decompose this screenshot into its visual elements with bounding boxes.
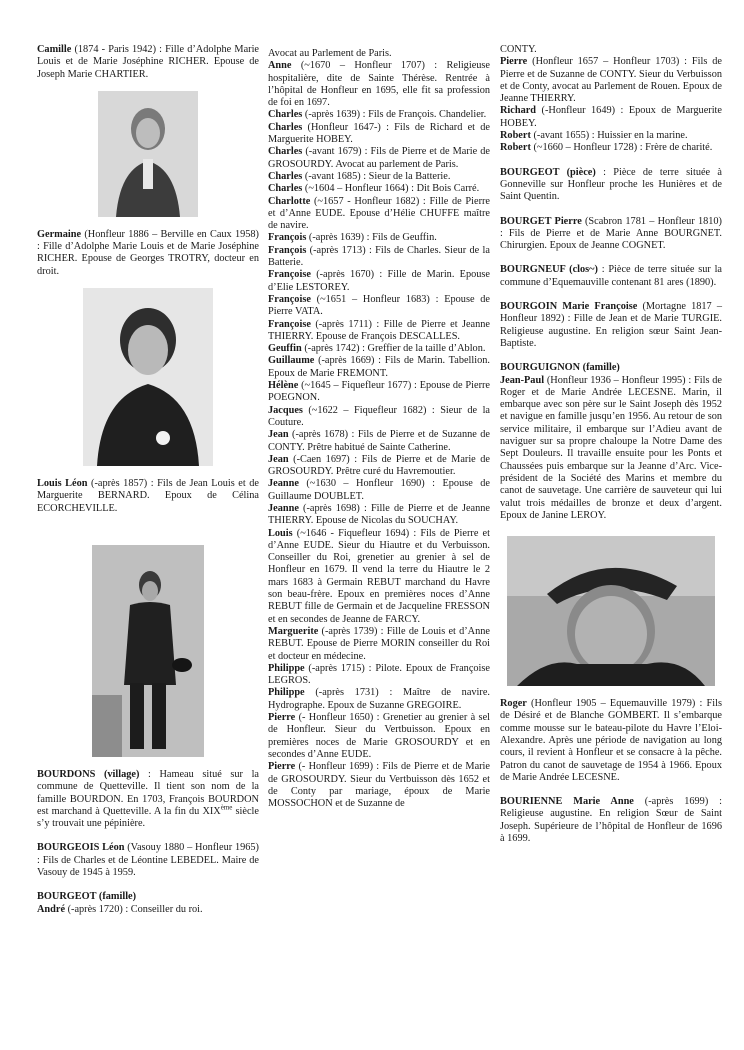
portrait-louis-leon-photo xyxy=(92,545,204,757)
entry-bourienne xyxy=(500,796,722,845)
entry-andre xyxy=(37,904,259,916)
entry-name: Jean xyxy=(268,429,289,441)
entry-name: François xyxy=(268,244,307,256)
entry-name: Robert xyxy=(500,142,531,154)
entry-name: Jeanne xyxy=(268,502,299,514)
entry-name: Robert xyxy=(500,130,531,142)
entry-jeanne-2 xyxy=(268,503,490,528)
entry-text: (~1651 – Honfleur 1683) : Epouse de Pierre VATA. xyxy=(268,293,490,318)
entry-francois-2 xyxy=(268,245,490,270)
entry-francoise-1 xyxy=(268,269,490,294)
entry-text: (-après 1639) : Fils de Geuffin. xyxy=(306,232,437,244)
entry-name: BOURGNEUF (clos~) xyxy=(500,264,598,276)
entry-name: Pierre xyxy=(268,712,296,724)
entry-text: (~1645 – Fiquefleur 1677) : Epouse de Pierre POEGNON. xyxy=(268,380,490,404)
entry-text: (-avant 1679) : Fils de Pierre et de Marie de GROSOURDY. Avocat au parlement de Paris. xyxy=(268,146,490,170)
entry-text: (Honfleur 1647-) : Fils de Richard et de Marguerite HOBEY. xyxy=(268,121,490,146)
entry-francois-1 xyxy=(268,232,490,244)
entry-text: : Pièce de terre située sur la commune d’Equemauville contenant 81 ares (1890). xyxy=(500,264,723,288)
entry-name: Geuffin xyxy=(268,343,302,355)
entry-richard xyxy=(500,105,722,130)
entry-text: CONTY. xyxy=(500,44,537,55)
entry-helene xyxy=(268,380,490,405)
entry-text: (-après 1731) : Maître de navire. Hydrographe. Epoux de Suzanne GREGOIRE. xyxy=(268,687,490,711)
portrait-roger-photo xyxy=(507,536,715,686)
entry-name: Charles xyxy=(268,183,303,195)
entry-text-tail: siècle s’y trouvait une pépinière. xyxy=(37,805,259,830)
entry-pierre-2 xyxy=(268,761,490,810)
entry-text: (Honfleur 1886 – Berville en Caux 1958) : Fille d’Adolphe Marie Louis et de Marie Joséphine RICHER. Epouse de Georges TROTRY, docteur en droit. xyxy=(37,228,259,277)
entry-text: (-après 1698) : Fille de Pierre et de Jeanne THIERRY. Epouse de Nicolas du SOUCHAY. xyxy=(268,502,490,527)
entry-text: (-après 1669) : Fils de Marin. Tabellion. Epoux de Marie FREMONT. xyxy=(268,355,490,379)
entry-text: (-après 1678) : Fils de Pierre et de Suzanne de CONTY. Prêtre habitué de Sainte Catherine. xyxy=(268,429,490,453)
entry-text: (-après 1720) : Conseiller du roi. xyxy=(65,903,203,915)
entry-name: Richard xyxy=(500,105,537,117)
entry-name: Louis Léon xyxy=(37,478,88,490)
entry-name: BOURGET Pierre xyxy=(500,215,582,227)
entry-name: Jacques xyxy=(268,404,303,416)
entry-bourdons xyxy=(37,769,259,830)
entry-name: Charles xyxy=(268,170,303,182)
entry-guillaume xyxy=(268,355,490,380)
entry-text: (~1630 – Honfleur 1690) : Epouse de Guillaume DOUBLET. xyxy=(268,478,490,502)
entry-text: (-après 1711) : Fille de Pierre et Jeanne THIERRY. Epouse de François DESCALLES. xyxy=(268,318,490,342)
entry-bourget-pierre xyxy=(500,216,722,253)
entry-text: (Mortagne 1817 – Honfleur 1892) : Fille de Jean et de Marie TURGIE. Religieuse augustine. En religion sœur Saint Jean-Baptiste. xyxy=(500,301,722,349)
entry-text: (1874 - Paris 1942) : Fille d’Adolphe Marie Louis et de Marie Joséphine RICHER. Epouse de Joseph Marie CHARTIER. xyxy=(37,44,259,80)
entry-name: BOURDONS (village) xyxy=(37,768,140,780)
section-bourguignon-famille xyxy=(500,362,722,374)
entry-pierre-3 xyxy=(500,56,722,105)
entry-charlotte xyxy=(268,196,490,233)
entry-robert-1 xyxy=(500,130,722,142)
column-1 xyxy=(37,44,259,916)
entry-bourgneuf xyxy=(500,264,722,289)
entry-name: Charlotte xyxy=(268,195,311,207)
entry-text: (-après 1857) : Fils de Jean Louis et de Marguerite BERNARD. Epoux de Célina ECORCHEVILLE. xyxy=(37,478,259,514)
entry-name: Philippe xyxy=(268,687,305,699)
entry-name: Germaine xyxy=(37,228,82,240)
entry-name: Pierre xyxy=(500,56,528,68)
entry-robert-2 xyxy=(500,142,722,154)
entry-continued xyxy=(500,44,722,56)
entry-pierre-1 xyxy=(268,712,490,761)
entry-text: (Scabron 1781 – Honfleur 1810) : Fils de Pierre et de Marie Anne BOURGNET. Chirurgien. Epoux de Jeanne COGNET. xyxy=(500,215,722,252)
entry-name: Jean-Paul xyxy=(500,374,545,386)
entry-text: (-après 1742) : Greffier de la taille d’Ablon. xyxy=(301,343,486,355)
entry-text: (~1604 – Honfleur 1664) : Dit Bois Carré. xyxy=(302,183,480,195)
entry-text: (Honfleur 1657 – Honfleur 1703) : Fils de Pierre et de Suzanne de CONTY. Sieur du Verbuisson et de Conty, avocat au Parlement de Rouen. Epoux de Jeanne THIERRY. xyxy=(500,56,722,105)
entry-name: Françoise xyxy=(268,269,311,281)
entry-name: BOURGEOIS Léon xyxy=(37,842,125,854)
entry-text: (Honfleur 1905 – Equemauville 1979) : Fils de Désiré et de Blanche GOMBERT. Il s’embarque comme mousse sur le bateau-pilote du Havre l’Eloi-Alexandre. Après une période de navigation au long cours, il revient à Honfleur et se consacre à la pêche. Patron du canot de sauvetage de 1954 à 1966. Epoux de Marie Andrée LECESNE. xyxy=(500,698,722,783)
entry-name: Roger xyxy=(500,698,527,710)
entry-louis xyxy=(268,528,490,626)
entry-jean-2 xyxy=(268,454,490,479)
entry-text: : Hameau situé sur la commune de Quetteville. Il tient son nom de la famille BOURDON. En 1703, François BOURDON est marchand à Quetteville. A la fin du XIX xyxy=(37,768,259,817)
entry-text: (-après 1713) : Fils de Charles. Sieur de la Batterie. xyxy=(268,244,490,269)
entry-anne xyxy=(268,60,490,109)
entry-name: Jeanne xyxy=(268,478,299,490)
entry-name: Philippe xyxy=(268,662,305,674)
entry-name: BOURGOIN Marie Françoise xyxy=(500,301,638,313)
entry-camille xyxy=(37,44,259,81)
entry-name: Marguerite xyxy=(268,625,319,637)
entry-name: Anne xyxy=(268,60,292,72)
entry-charles-2 xyxy=(268,122,490,147)
entry-text: (-après 1715) : Pilote. Epoux de Françoise LEGROS. xyxy=(268,662,490,687)
entry-continued xyxy=(268,48,490,60)
entry-name: Louis xyxy=(268,527,293,539)
section-heading: BOURGEOT (famille) xyxy=(37,891,137,903)
entry-name: Charles xyxy=(268,146,303,158)
entry-name: Françoise xyxy=(268,293,311,305)
portrait-germaine-photo xyxy=(83,288,213,466)
entry-philippe-1 xyxy=(268,663,490,688)
entry-text: (-après 1699) : Religieuse augustine. En religion Sœur de Saint Joseph. Supérieure de l’hôpital de Honfleur de 1696 à 1699. xyxy=(500,796,722,845)
entry-text: (~1646 - Fiquefleur 1694) : Fils de Pierre et d’Anne EUDE. Sieur du Hiautre et du Verbuisson. Conseiller du Roi, grenetier au grenier à sel de Honfleur en 1679. Il vend la terre du Hiautre le 2 mars 1683 à Germain REBUT marchand du Havre son beau-frère. Epoux en premières noces d’Anne REBUT fille de Germain et de Jacqueline FRESSON et en secondes de Jeanne de FARCY. xyxy=(268,527,490,625)
entry-text: (Honfleur 1936 – Honfleur 1995) : Fils de Roger et de Marie Andrée LECESNE. Marin, il embarque avec son père sur le Saint Joseph dès 1952 et navigue en famille jusqu’en 1956. Au retour de son service militaire, il embarque sur l’Adieu avant de naviguer sur sa propre chaloupe la Notre Dame des Sept Douleurs. Il travaille ensuite pour les Ponts et Chaussées puis embarque sur la Jeanne d’Arc. Vice-président de la Société des Marins et membre du canot de sauvetage. Une carrière de sauveteur qui lui valut trois médailles de bronze et deux d’argent. Epoux de Janine LEROY. xyxy=(500,374,722,521)
entry-louis-leon xyxy=(37,478,259,515)
entry-francoise-2 xyxy=(268,294,490,319)
entry-text: : Pièce de terre située à Gonneville sur Honfleur proche les Hunières et de Saint Quentin. xyxy=(500,166,722,203)
entry-charles-3 xyxy=(268,146,490,171)
entry-name: Pierre xyxy=(268,761,296,773)
entry-name: Guillaume xyxy=(268,355,315,367)
entry-name: BOURIENNE Marie Anne xyxy=(500,796,634,808)
portrait-camille-photo xyxy=(98,91,198,217)
entry-text: (~1622 – Fiquefleur 1682) : Sieur de la Couture. xyxy=(268,404,490,428)
entry-text: (~1660 – Honfleur 1728) : Frère de charité. xyxy=(530,142,713,154)
entry-francoise-3 xyxy=(268,319,490,344)
entry-text: (~1657 - Honfleur 1682) : Fille de Pierre et d’Anne EUDE. Epouse d’Hélie CHUFFE maître de navire. xyxy=(268,195,490,232)
entry-name: Charles xyxy=(268,109,303,121)
entry-roger xyxy=(500,698,722,784)
entry-charles-4 xyxy=(268,171,490,183)
entry-bourgoin xyxy=(500,301,722,350)
column-2 xyxy=(268,48,490,810)
entry-text: (-avant 1685) : Sieur de la Batterie. xyxy=(302,170,451,182)
entry-germaine xyxy=(37,229,259,278)
entry-bourgeois-leon xyxy=(37,842,259,879)
entry-text: (- Honfleur 1650) : Grenetier au grenier à sel de Honfleur. Sieur du Vertbuisson. Epoux en premières noces de Marie GROSOURDY et en secondes d’Anne EUDE. xyxy=(268,712,490,760)
entry-bourgeot-piece xyxy=(500,167,722,204)
entry-text: (- Honfleur 1699) : Fils de Pierre et de Marie de GROSOURDY. Sieur du Vertbuisson dès 1652 et de Conty par mariage, époux de Marie MOSSOCHON et de Suzanne de xyxy=(268,761,490,810)
entry-name: Jean xyxy=(268,453,289,465)
entry-geuffin xyxy=(268,343,490,355)
section-heading: BOURGUIGNON (famille) xyxy=(500,362,620,374)
entry-text: (Vasouy 1880 – Honfleur 1965) : Fils de Charles et de Léontine LEBEDEL. Maire de Vasouy de 1945 à 1959. xyxy=(37,842,259,879)
entry-text: (-après 1739) : Fille de Louis et d’Anne REBUT. Epouse de Pierre MORIN conseiller du Roi et docteur en médecine. xyxy=(268,625,490,662)
entry-marguerite xyxy=(268,626,490,663)
entry-text: (-après 1639) : Fils de François. Chandelier. xyxy=(302,109,487,121)
entry-text: (~1670 – Honfleur 1707) : Religieuse hospitalière, dite de Sainte Thérèse. Rentrée à l’hôpital de Honfleur en 1695, elle fit sa profession de foi en 1697. xyxy=(268,60,490,109)
entry-name: Camille xyxy=(37,44,72,55)
entry-jean-1 xyxy=(268,429,490,454)
entry-name: BOURGEOT (pièce) xyxy=(500,166,596,178)
entry-name: Hélène xyxy=(268,380,299,392)
section-bourgeot-famille xyxy=(37,891,259,903)
entry-name: François xyxy=(268,232,307,244)
entry-text: (-après 1670) : Fille de Marin. Epouse d’Elie LESTOREY. xyxy=(268,269,490,293)
entry-charles-5 xyxy=(268,183,490,195)
entry-charles-1 xyxy=(268,109,490,121)
entry-text: (-avant 1655) : Huissier en la marine. xyxy=(530,130,688,142)
entry-jeanne-1 xyxy=(268,478,490,503)
entry-jacques xyxy=(268,405,490,430)
entry-name: Françoise xyxy=(268,318,311,330)
superscript: ème xyxy=(220,803,233,812)
entry-name: André xyxy=(37,903,66,915)
entry-text: (-Honfleur 1649) : Epoux de Marguerite HOBEY. xyxy=(500,105,722,129)
column-3 xyxy=(500,44,722,845)
entry-jean-paul xyxy=(500,375,722,523)
entry-name: Charles xyxy=(268,121,303,133)
entry-text: (-Caen 1697) : Fils de Pierre et de Marie de GROSOURDY. Prêtre curé du Havremoutier. xyxy=(268,453,490,478)
entry-text: Avocat au Parlement de Paris. xyxy=(268,48,392,59)
entry-philippe-2 xyxy=(268,687,490,712)
